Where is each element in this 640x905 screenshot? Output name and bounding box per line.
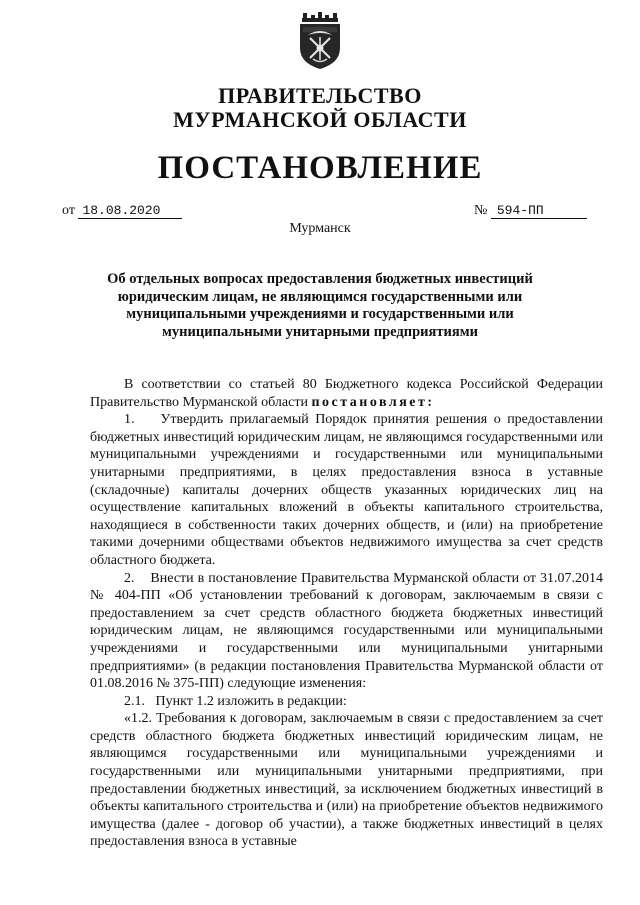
preamble-text: В соответствии со статьей 80 Бюджетного кодекса Российской Федерации Правительство Мурманской области (90, 377, 603, 410)
org-line-1: ПРАВИТЕЛЬСТВО (218, 83, 422, 108)
coat-of-arms-emblem (297, 12, 343, 70)
paragraph-item-2: 2. Внести в постановление Правительства Мурманской области от 31.07.2014 № 404-ПП «Об установлении требований к договорам, заключаемым в связи с предоставлением за счет средств областного бюджета бюджетных инвестиций юридическим лицам, не являющимся государственными или муниципальными учреждениями и государственными или муниципальными унитарными предприятиями» (в редакции постановления Правительства Мурманской области от 01.08.2016 № 375-ПП) следующие изменения: (90, 570, 603, 692)
paragraph-quote-1-2: «1.2. Требования к договорам, заключаемым в связи с предоставлением за счет средств областного бюджета бюджетных инвестиций юридическим лицам, не являющимся государственными или муниципальными учреждениями и государственными или муниципальными унитарными предприятиями, при предоставлении бюджетных инвестиций, за исключением бюджетных инвестиций в объекты капитального строительства и (или) на приобретение объектов недвижимого имущества (далее - договор об участии), а также бюджетных инвестиций в целях предоставления взноса в уставные (90, 711, 603, 850)
document-date: 18.08.2020 (78, 203, 182, 219)
paragraph-item-1: 1. Утвердить прилагаемый Порядок принятия решения о предоставлении бюджетных инвестиций юридическим лицам, не являющимся государственными или муниципальными учреждениями и государственными или муниципальными унитарными предприятиями, в целях предоставления взноса в уставные (складочные) капиталы дочерних обществ указанных юридических лиц на осуществление капитальных вложений в объекты капитального строительства, находящиеся в собственности таких дочерних обществ, и (или) на приобретение такими дочерними обществами объектов недвижимого имущества за счет средств областного бюджета. (90, 412, 603, 568)
date-line (62, 203, 182, 219)
document-title: Об отдельных вопросах предоставления бюджетных инвестиций юридическим лицам, не являющимся государственными или муниципальными учреждениями и государственными или муниципальными унитарными предприятиями (107, 271, 533, 340)
document-number: 594-ПП (491, 203, 587, 219)
number-prefix: № (474, 203, 488, 218)
resolves-keyword: постановляет: (311, 394, 435, 410)
org-line-2: МУРМАНСКОЙ ОБЛАСТИ (173, 107, 467, 132)
paragraph-preamble (90, 376, 603, 411)
government-name (0, 84, 640, 132)
document-type-heading: ПОСТАНОВЛЕНИЕ (157, 150, 483, 186)
number-line (474, 203, 587, 219)
document-body (90, 376, 603, 851)
paragraph-item-2-1: 2.1. Пункт 1.2 изложить в редакции: (124, 693, 347, 709)
city-name: Мурманск (289, 221, 351, 236)
date-prefix: от (62, 203, 75, 218)
